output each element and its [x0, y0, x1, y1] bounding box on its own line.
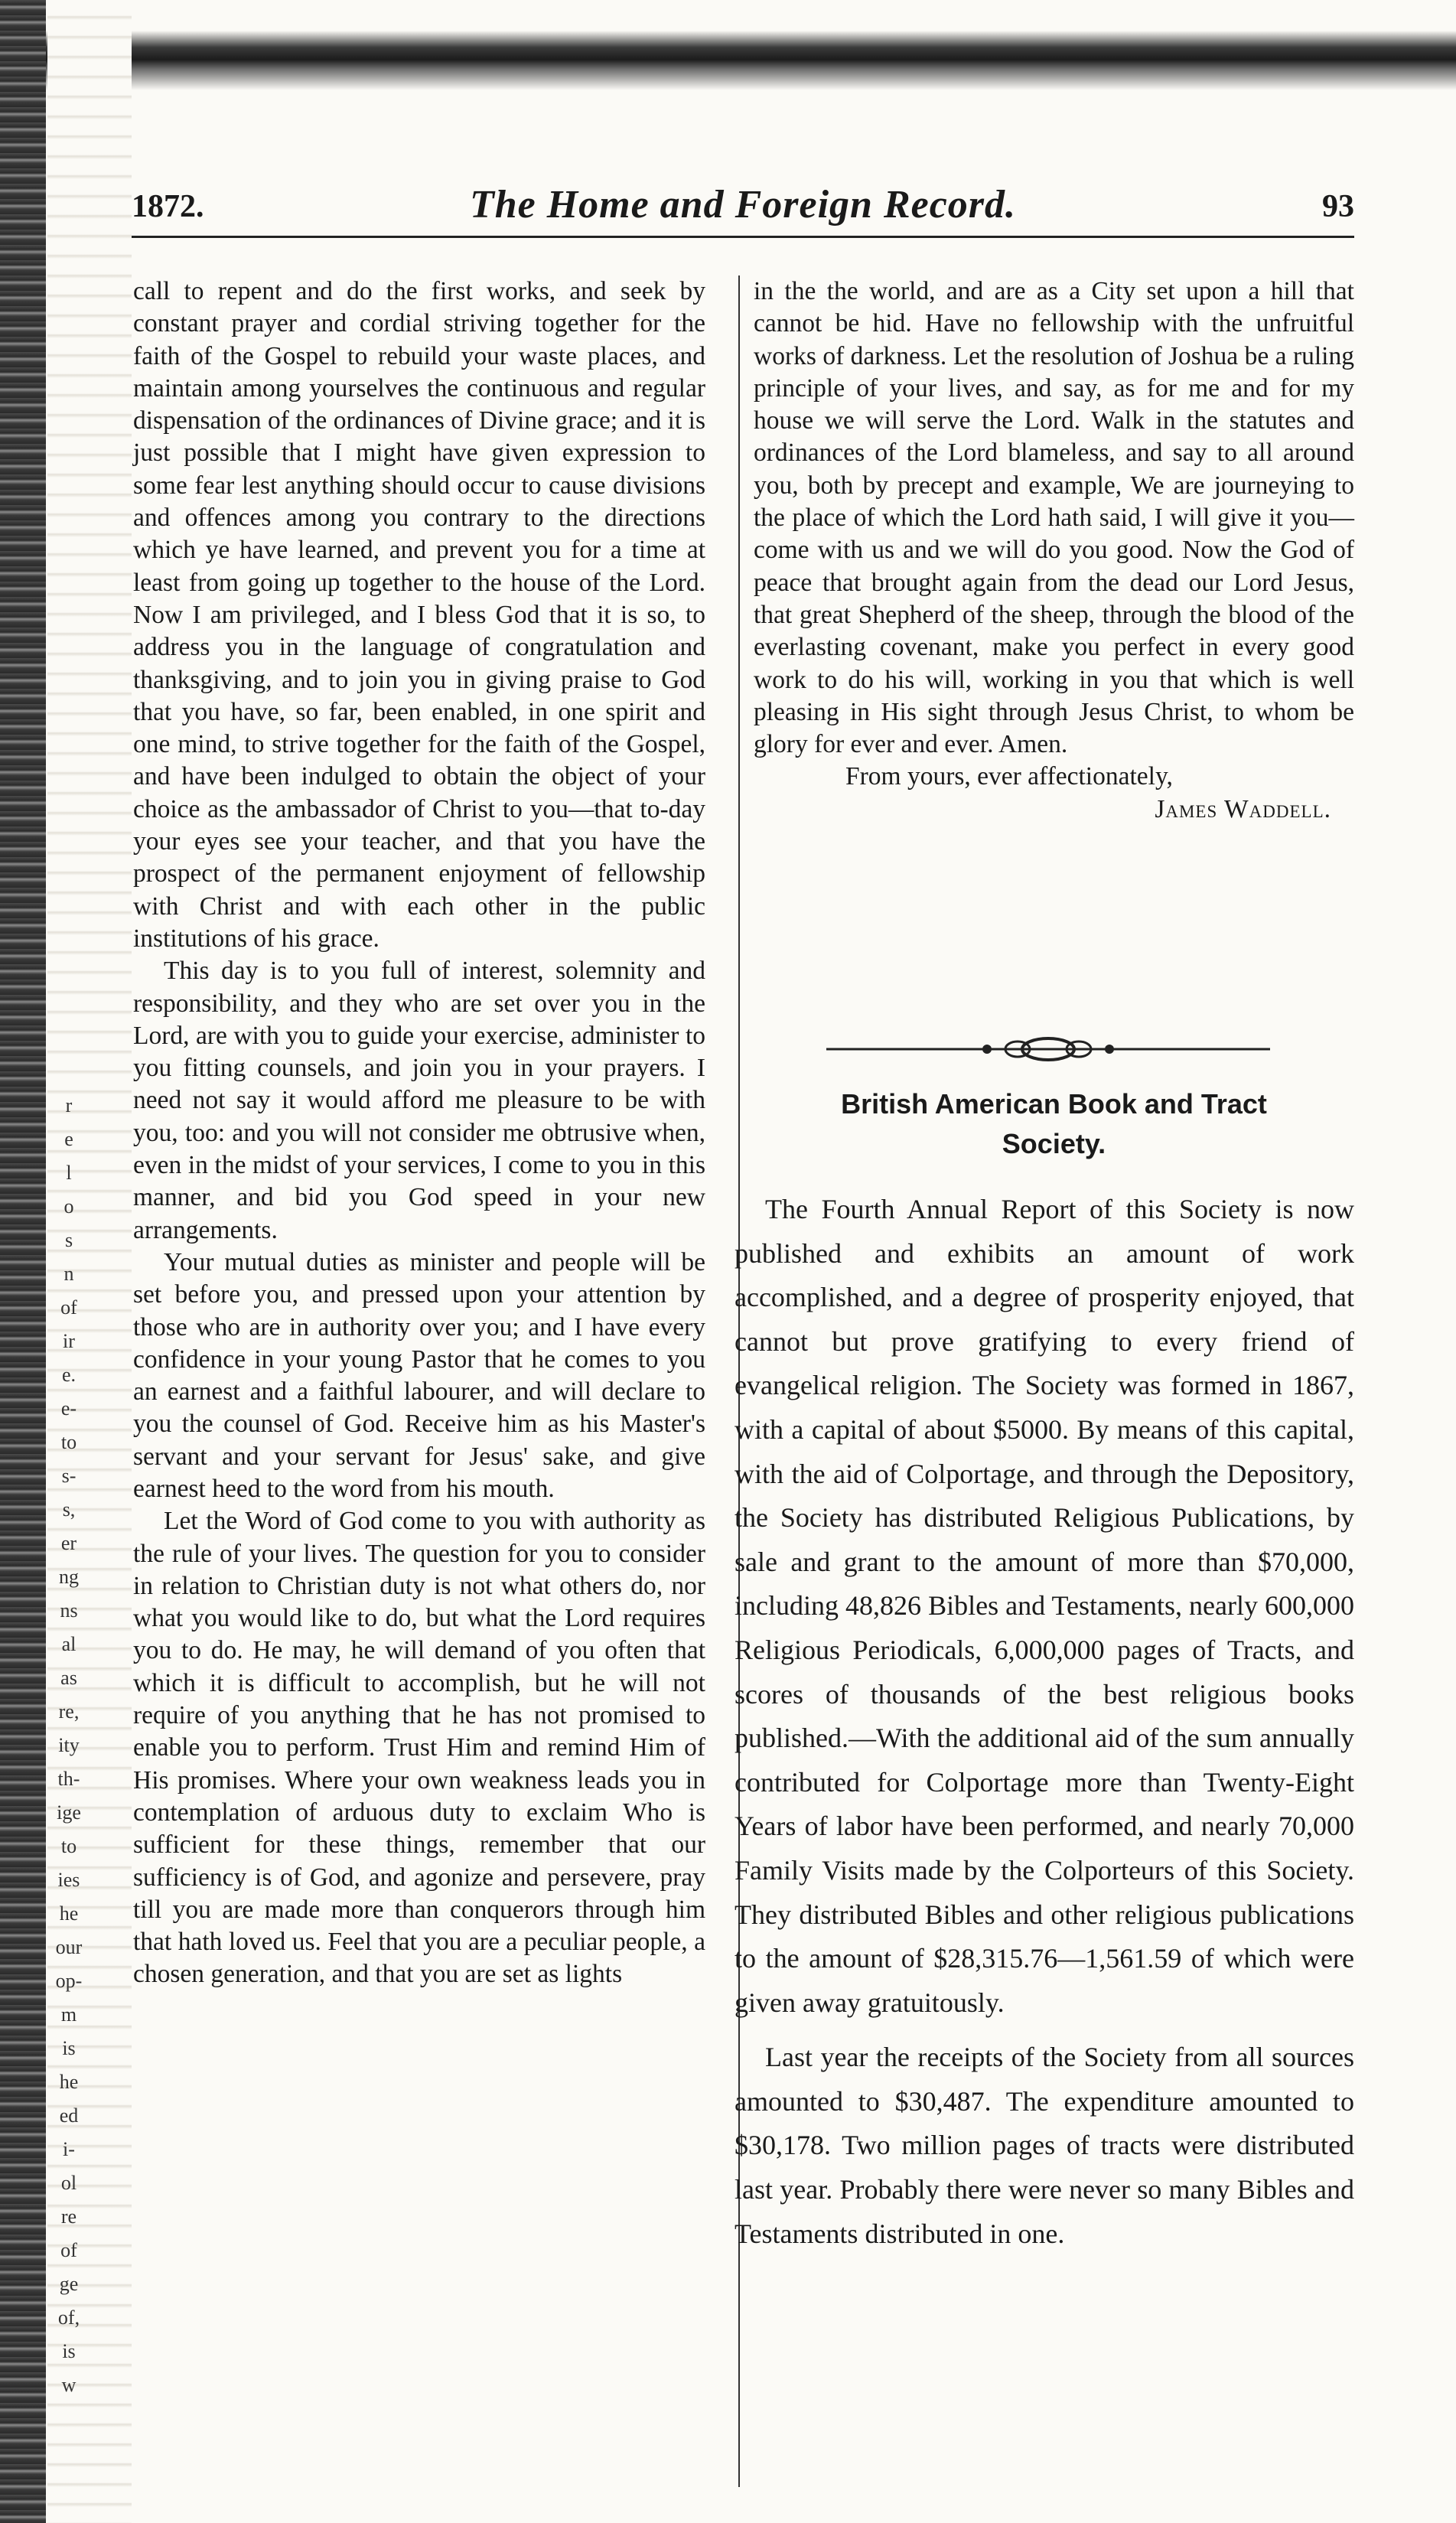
- gutter-fragment: op-: [55, 1970, 83, 1992]
- gutter-fragment: is: [62, 2037, 76, 2059]
- gutter-fragment: to: [60, 1835, 77, 1857]
- gutter-fragment: al: [61, 1633, 77, 1655]
- paragraph-fourth-annual-report: The Fourth Annual Report of this Society is now published and exhibits an amount of work accomplished, and a degree of prosperity enjoyed, that cannot but prove gratifying to every friend of evangelical religion. The Society was formed in 1867, with a capital of about $5000. By means of this capital, with the aid of Colportage, and through the Depository, the Society has distributed Religious Publications, by sale and grant to the amount of more than $70,000, including 48,826 Bibles and Testaments, nearly 600,000 Religious Periodicals, 6,000,000 pages of Tracts, and scores of thousands of the best religious books published.—With the additional aid of the sum annually contributed for Colportage more than Twenty-Eight Years of labor have been performed, and nearly 70,000 Family Visits made by the Colporteurs of this Society. They distributed Bibles and other religious publications to the amount of $28,315.76—1,561.59 of which were given away gratuitously.: [735, 1194, 1354, 2018]
- gutter-fragment: l: [66, 1162, 72, 1184]
- gutter-fragment: w: [61, 2374, 77, 2396]
- header-rule: [132, 236, 1354, 238]
- gutter-fragment: ies: [57, 1869, 80, 1891]
- running-header: [132, 182, 1354, 228]
- gutter-fragment: e-: [60, 1397, 77, 1420]
- gutter-fragment: our: [55, 1936, 83, 1958]
- gutter-fragment: ns: [60, 1599, 78, 1622]
- gutter-fragment: as: [60, 1667, 77, 1689]
- gutter-fragment: he: [59, 1902, 79, 1925]
- gutter-fragment: s: [64, 1229, 73, 1251]
- gutter-fragment: of,: [57, 2306, 80, 2329]
- gutter-fragment: re: [60, 2205, 77, 2228]
- header-year: 1872.: [132, 189, 204, 224]
- gutter-fragment: to: [60, 1431, 77, 1453]
- paragraph-call-to-repent: call to repent and do the first works, and seek by constant prayer and cordial striving together for the faith of the Gospel to rebuild your waste places, and maintain among yourselves the continuous and regular dispensation of the ordinances of Divine grace; and it is just possible that I might have given expression to some fear lest anything should occur to cause divisions and offences among you contrary to the directions which ye have learned, and prevent you for a time at least from going up together to the house of the Lord. Now I am privileged, and I bless God that it is so, to address you in the language of congratulation and thanksgiving, and to join you in giving praise to God that you have, so far, been enabled, in one spirit and one mind, to strive together for the faith of the Gospel, and have been indulged to obtain the object of your choice as the ambassador of Christ to you—that to-day your eyes see your teacher, and that you have the prospect of the permanent enjoyment of fellowship with Christ and with each other in the public institutions of his grace.: [133, 277, 705, 953]
- header-title: The Home and Foreign Record.: [469, 183, 1017, 227]
- gutter-fragment: re,: [58, 1700, 80, 1723]
- section-title: [754, 1084, 1354, 1164]
- gutter-fragment: e: [64, 1128, 73, 1150]
- paragraph-last-year-receipts: Last year the receipts of the Society from all sources amounted to $30,487. The expenditure amounted to $30,178. Two million pages of tracts were distributed last year. Probably there were never so many Bibles and Testaments distributed in one.: [735, 2042, 1354, 2249]
- paragraph-this-day: This day is to you full of interest, solemnity and responsibility, and they who are set over you in the Lord, are with you to guide your exercise, administer to you fitting counsels, and join you in your prayers. I need not say it would afford me pleasure to be with you, too: and you will not consider me obtrusive when, even in the midst of your services, I come to you in this manner, and bid you God speed in your new arrangements.: [133, 957, 705, 1244]
- gutter-fragment: ity: [58, 1734, 80, 1756]
- gutter-fragment: r: [65, 1094, 73, 1116]
- gutter-fragment: e.: [61, 1364, 77, 1386]
- section-title-line-1: British American Book and Tract: [841, 1088, 1267, 1120]
- gutter-fragment: ol: [60, 2172, 77, 2194]
- gutter-fragment: of: [60, 1296, 77, 1319]
- page-number: 93: [1322, 189, 1354, 224]
- left-column: [133, 275, 705, 1991]
- gutter-fragment: i-: [63, 2138, 75, 2160]
- gutter-fragment: ge: [59, 2273, 79, 2295]
- paragraph-word-of-god: Let the Word of God come to you with authority as the rule of your lives. The question for you to consider in relation to Christian duty is not what others do, nor what you would like to do, but what the Lord requires you to do. He may, he will demand of you often that which it is difficult to accomplish, but he will not require of you anything that he has not promised to enable you to perform. Trust Him and remind Him of His promises. Where your own weakness leads you in contemplation of arduous duty to exclaim Who is sufficient for these things, remember that our sufficiency is of God, and agonize and persevere, pray till you are made more than conquerors through him that hath loved us. Feel that you are a peculiar people, a chosen generation, and that you are set as lights: [133, 1507, 705, 1989]
- gutter-fragment: n: [64, 1263, 74, 1285]
- ornamental-divider: [826, 1032, 1270, 1067]
- right-column-top: [754, 275, 1354, 826]
- letter-closing: From yours, ever affectionately,: [845, 762, 1173, 791]
- book-binding: [0, 0, 46, 2523]
- gutter-fragment: he: [59, 2071, 79, 2093]
- gutter-fragment: th-: [57, 1768, 80, 1790]
- gutter-fragment: o: [64, 1195, 74, 1217]
- gutter-fragment: ige: [57, 1801, 81, 1824]
- gutter-fragment: er: [60, 1532, 77, 1554]
- signature: James Waddell.: [1155, 794, 1331, 823]
- gutter-fragment: m: [60, 2003, 77, 2026]
- gutter-fragment: ed: [59, 2104, 79, 2127]
- section-title-line-2: Society.: [1002, 1128, 1106, 1159]
- page-top-edge: [0, 0, 1456, 115]
- paragraph-mutual-duties: Your mutual duties as minister and people will be set before you, and pressed upon your attention by those who are in authority over you; and I have every confidence in your young Pastor that he comes to you an earnest and a faithful labourer, and will declare to you the counsel of God. Receive him as his Master's servant and your servant for Jesus' sake, and give earnest heed to the word from his mouth.: [133, 1247, 705, 1503]
- gutter-fragment: is: [62, 2340, 76, 2362]
- gutter-fragment: of: [60, 2239, 77, 2261]
- gutter-fragment: s-: [61, 1465, 77, 1487]
- right-column-report: [735, 1188, 1354, 2267]
- gutter-fragment: ng: [59, 1566, 79, 1588]
- gutter-fragment: ir: [63, 1330, 75, 1352]
- paragraph-city-on-hill: in the the world, and are as a City set upon a hill that cannot be hid. Have no fellowship with the unfruitful works of darkness. Let the resolution of Joshua be a ruling principle of your lives, and say, as for me and for my house we will serve the Lord. Walk in the statutes and ordinances of the Lord blameless, and say to all around you, both by precept and example, We are journeying to the place of which the Lord hath said, I will give it you—come with us and we will do you good. Now the God of peace that brought again from the dead our Lord Jesus, that great Shepherd of the sheep, through the blood of the everlasting covenant, make you perfect in every good work to do his will, working in you that which is well pleasing in His sight through Jesus Christ, to whom be glory for ever and ever. Amen.: [754, 277, 1354, 759]
- gutter-fragment: s,: [62, 1498, 76, 1521]
